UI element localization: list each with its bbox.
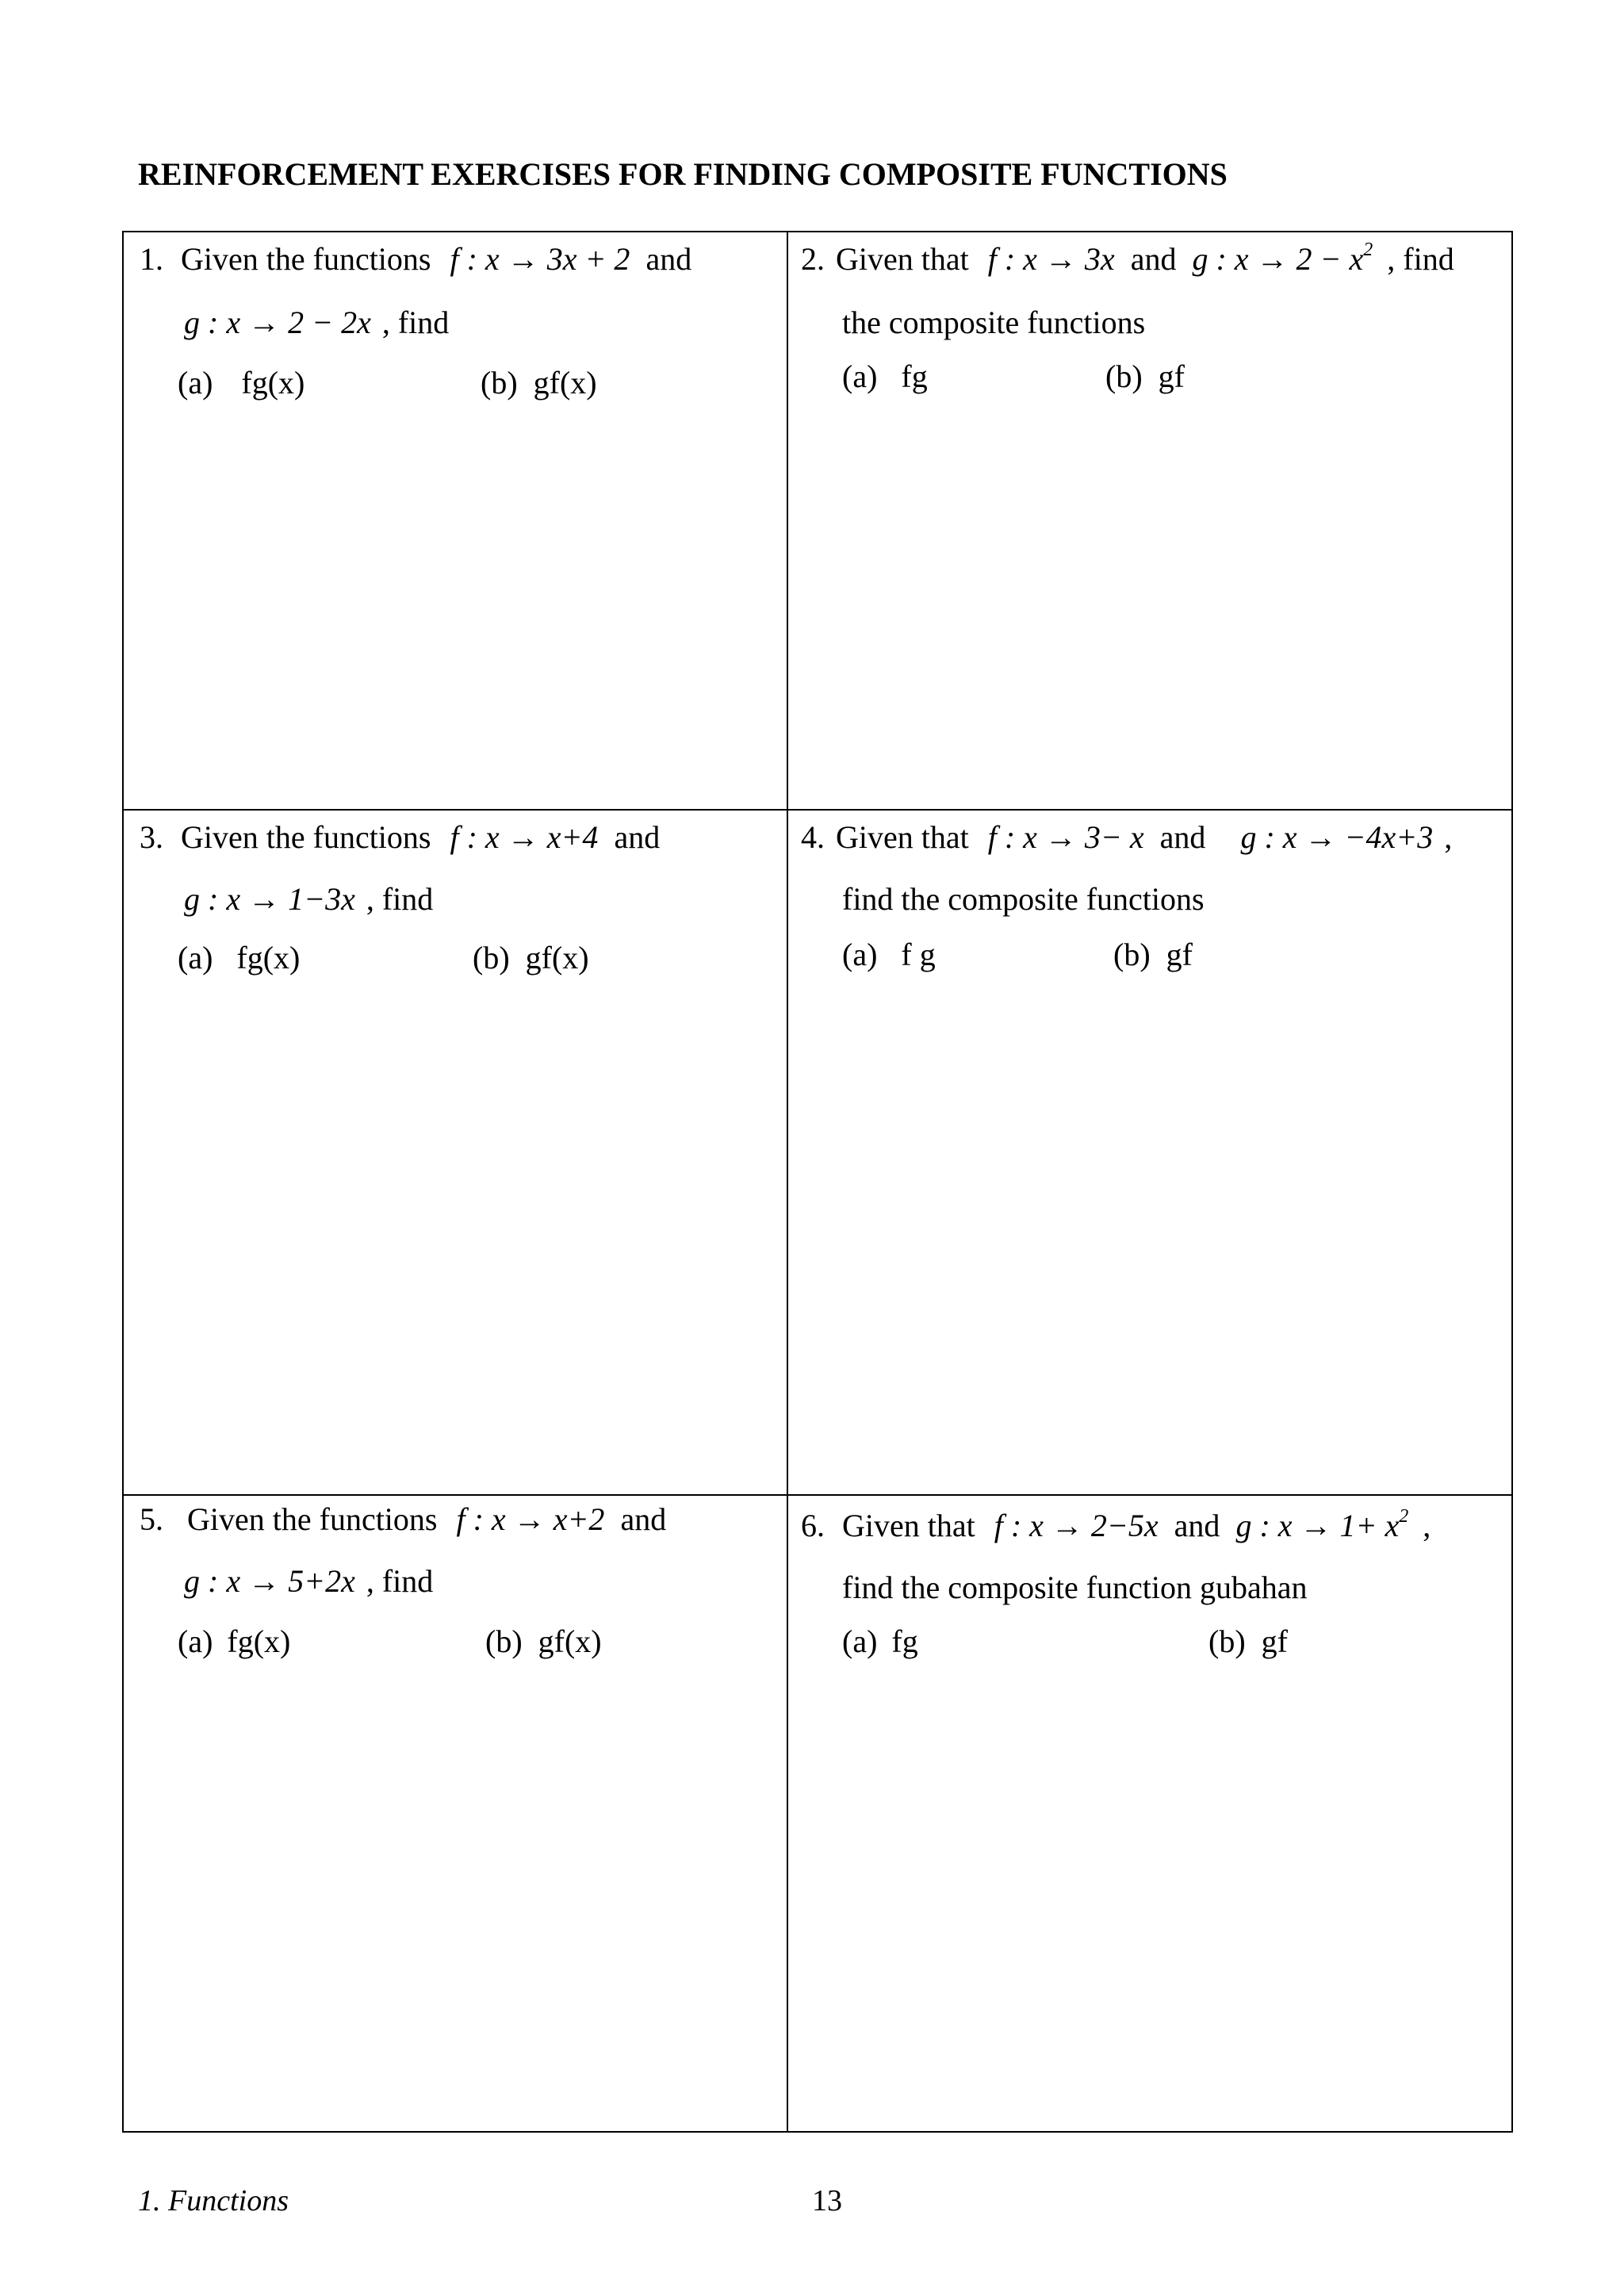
part-a-label: (a) [842,358,878,394]
part-b [485,1623,602,1659]
part-a-text: f g [901,937,936,972]
tail: , [1423,1508,1431,1543]
function-f: f : x → 3− x [987,819,1144,855]
exercise-intro: Given the functions [181,819,431,855]
exercise-2 [788,232,1513,809]
exercise-2-line-2: the composite functions [842,305,1146,340]
part-b-text: gf [1166,937,1193,972]
function-f: f : x → 2−5x [994,1508,1159,1543]
part-b-label: (b) [1105,358,1143,394]
page-title: REINFORCEMENT EXERCISES FOR FINDING COMPOSITE FUNCTIONS [138,156,1228,192]
function-g: g : x → −4x+3 [1240,819,1434,855]
exercise-intro: Given that [836,241,969,277]
exercise-number: 2. [801,241,825,277]
part-a-text: fg [891,1623,918,1659]
joiner: and [614,819,661,855]
exercise-number: 3. [140,819,163,855]
function-f: f : x → 3x + 2 [450,241,630,277]
exercise-intro: Given the functions [181,241,431,277]
function-f: f : x → x+4 [450,819,599,855]
function-g: g : x → 2 − 2x [184,305,371,340]
joiner: and [1130,241,1177,277]
tail: , find [381,305,450,340]
part-a-label: (a) [178,940,213,976]
part-a-text: fg(x) [236,940,301,976]
exercise-number: 6. [801,1508,825,1543]
part-b-text: gf(x) [538,1623,602,1659]
function-f: f : x → 3x [987,241,1115,277]
exercise-grid [122,231,1513,2133]
part-a-text: fg(x) [241,365,305,401]
part-a [178,1623,291,1659]
part-b-text: gf [1261,1623,1288,1659]
part-b-text: gf [1158,358,1185,394]
part-b-label: (b) [481,365,518,401]
tail: , find [1387,241,1454,277]
tail: , [1444,819,1453,855]
exercise-1 [124,232,787,809]
exercise-6-line-1 [801,1506,1431,1543]
exercise-4 [788,811,1513,1494]
function-f: f : x → x+2 [456,1501,605,1537]
exercise-intro: Given that [836,819,969,855]
part-a [178,942,300,974]
joiner: and [1174,1508,1220,1543]
tail: , find [366,1563,434,1599]
exercise-2-line-1 [801,240,1454,277]
part-a-label: (a) [842,1623,878,1659]
part-a [178,367,304,399]
exercise-3-line-1 [140,819,661,855]
page-number: 13 [812,2184,842,2217]
part-b [481,367,597,399]
part-b [1105,358,1185,394]
exercise-intro: Given that [842,1508,975,1543]
exponent: 2 [1363,240,1373,260]
part-a-label: (a) [842,937,878,972]
footer-chapter: 1. Functions [138,2184,289,2217]
part-a-label: (a) [178,365,213,401]
joiner: and [620,1501,667,1537]
function-g: g : $x \to 1+ x^2$ [1235,1506,1409,1543]
part-b-text: gf(x) [525,940,589,976]
part-b [1113,939,1193,971]
part-b [1208,1623,1288,1659]
exercise-5-line-1 [140,1501,667,1537]
exercise-5-line-2 [184,1563,434,1599]
exercise-3-line-2 [184,881,434,917]
exercise-number: 1. [140,241,163,277]
exercise-4-line-2: find the composite functions [842,881,1205,917]
exercise-1-line-1 [140,243,691,275]
part-a-label: (a) [178,1623,213,1659]
exercise-4-line-1 [801,819,1453,855]
exercise-5 [124,1496,787,2131]
part-b-label: (b) [1208,1623,1246,1659]
exercise-number: 4. [801,819,825,855]
part-b-text: gf(x) [533,365,597,401]
tail: , find [366,881,434,917]
part-b-label: (b) [485,1623,523,1659]
function-g: g : x → 1−3x [184,881,355,917]
exercise-intro: Given the functions [187,1501,438,1537]
exercise-6-line-2: find the composite function gubahan [842,1570,1308,1605]
exercise-number: 5. [140,1501,163,1537]
exponent: 2 [1399,1506,1409,1527]
joiner: and [1159,819,1206,855]
exercise-3 [124,811,787,1494]
part-a [842,939,936,971]
part-a [842,358,928,394]
part-a-text: fg(x) [227,1623,291,1659]
part-a-text: fg [901,358,928,394]
joiner: and [645,241,692,277]
function-g: g : x → 5+2x [184,1563,355,1599]
part-a [842,1623,918,1659]
part-b-label: (b) [473,940,510,976]
part-b-label: (b) [1113,937,1151,972]
exercise-1-line-2 [184,307,449,339]
exercise-6 [788,1496,1513,2131]
part-b [473,942,589,974]
function-g: g : $x \to 2 - x^2$ [1192,240,1373,277]
